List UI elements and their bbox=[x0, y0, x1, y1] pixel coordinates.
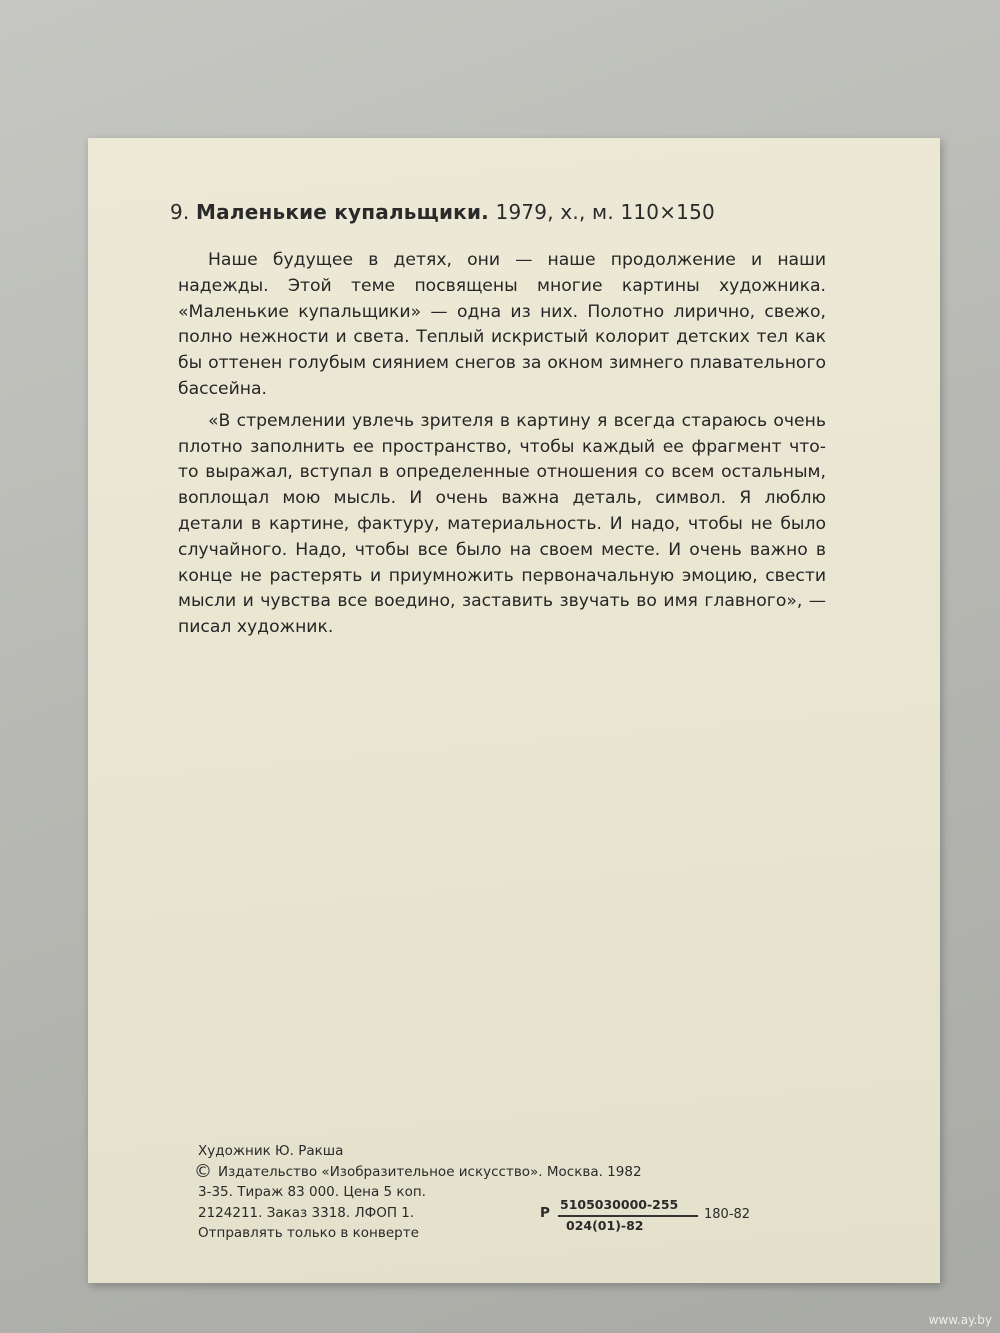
site-watermark: www.ay.by bbox=[928, 1313, 992, 1327]
artwork-name: Маленькие купальщики. bbox=[196, 200, 489, 224]
code-numerator: 5105030000-255 bbox=[560, 1197, 679, 1212]
mailing-note: Отправлять только в конверте bbox=[198, 1225, 419, 1241]
code-letter: Р bbox=[540, 1205, 550, 1221]
description-paragraph-1: Наше будущее в детях, они — наше продолжение и наши надежды. Этой теме посвящены многие картины художника. «Маленькие купальщики» — одна из них. Полотно лирично, свежо, полно нежности и света. Теплый искристый колорит детских тел как бы оттенен голубым сиянием снегов за окном зимнего плавательного бассейна. bbox=[178, 250, 826, 399]
artwork-details: 1979, х., м. 110×150 bbox=[495, 200, 715, 224]
artwork-title-line bbox=[170, 200, 715, 224]
code-denominator: 024(01)-82 bbox=[566, 1218, 644, 1233]
artist-credit: Художник Ю. Ракша bbox=[198, 1143, 344, 1159]
code-suffix: 180-82 bbox=[704, 1207, 751, 1222]
description-text bbox=[178, 248, 826, 647]
order-line: 2124211. Заказ 3318. ЛФОП 1. bbox=[198, 1204, 415, 1221]
description-paragraph-2: «В стремлении увлечь зрителя в картину я всегда стараюсь очень плотно заполнить ее пространство, чтобы каждый ее фрагмент что-то выражал, вступал в определенные отношения со всем остальным, воплощал мою мысль. И очень важна деталь, символ. Я люблю детали в картине, фактуру, материальность. И надо, чтобы не было случайного. Надо, чтобы все было на своем месте. И очень важно в конце не растерять и приумножить первоначальную эмоцию, свести мысли и чувства все воедино, заставить звучать во имя главного», — писал художник. bbox=[178, 410, 826, 638]
fraction-rule bbox=[558, 1215, 698, 1217]
publisher-text: Издательство «Изобразительное искусство». Москва. 1982 bbox=[218, 1163, 642, 1180]
artwork-number: 9. bbox=[170, 200, 190, 224]
print-run-line: 3-35. Тираж 83 000. Цена 5 коп. bbox=[198, 1184, 426, 1200]
publisher-line bbox=[194, 1160, 642, 1183]
copyright-icon: © bbox=[194, 1160, 212, 1182]
